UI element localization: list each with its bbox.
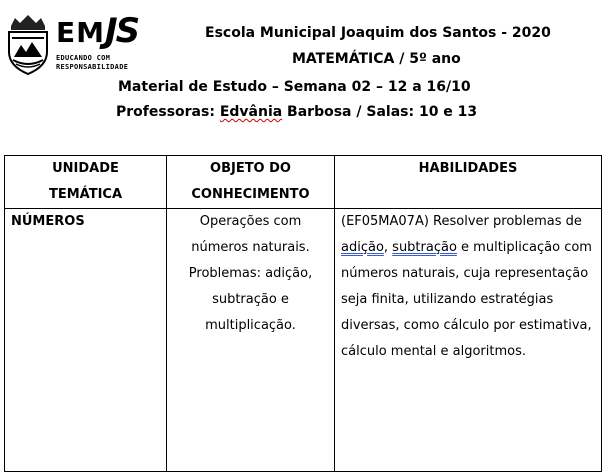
grammar-mark-2: subtração	[392, 240, 457, 255]
table-header-row	[5, 156, 602, 209]
table-row	[5, 209, 602, 472]
material-week: Material de Estudo – Semana 02 – 12 a 16/10	[118, 79, 471, 95]
document-header	[0, 0, 608, 130]
unit-cell: NÚMEROS	[5, 209, 167, 472]
header-skills: HABILIDADES	[335, 156, 602, 209]
school-slogan: EDUCANDO COM RESPONSABILIDADE	[56, 54, 129, 71]
content-table	[4, 155, 602, 472]
header-unit: UNIDADE TEMÁTICA	[5, 156, 167, 209]
skills-cell: (EF05MA07A) Resolver problemas de adição, subtração e multiplicação com números naturais, cuja representação seja finita, utilizando estratégias diversas, como cálculo por estimativa, cálculo mental e algoritmos.	[335, 209, 602, 472]
teacher-name-spellcheck: Edvânia	[219, 104, 283, 120]
header-object: OBJETO DO CONHECIMENTO	[167, 156, 335, 209]
grammar-mark-1: adição	[341, 240, 384, 255]
school-logo-text: EMJS	[56, 11, 139, 51]
municipal-crest-icon	[5, 12, 51, 76]
teachers-line: Professoras: Edvânia Barbosa / Salas: 10 e 13	[116, 104, 478, 120]
object-cell: Operações com números naturais. Problemas: adição, subtração e multiplicação.	[167, 209, 335, 472]
school-name: Escola Municipal Joaquim dos Santos - 2020	[205, 25, 551, 41]
subject-title: MATEMÁTICA / 5º ano	[292, 51, 461, 67]
